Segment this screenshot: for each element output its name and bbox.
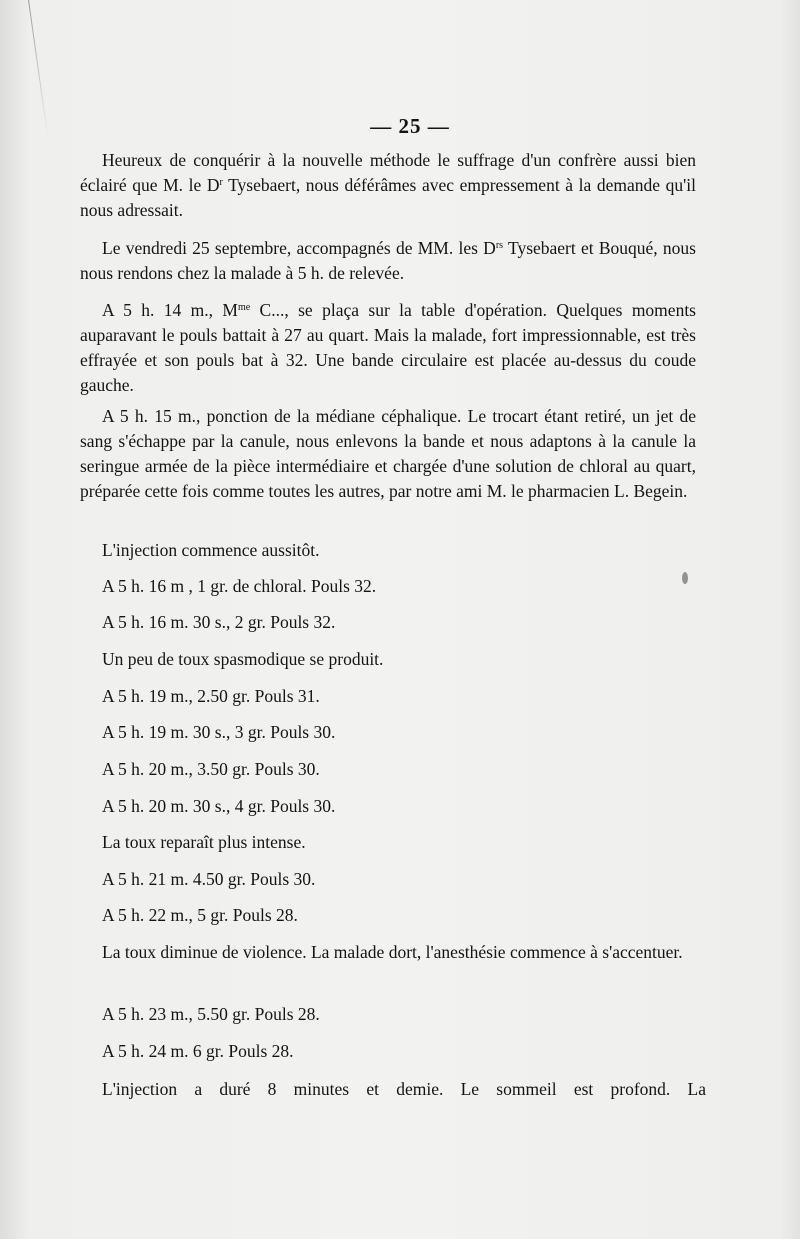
ink-speck [682,572,688,584]
paragraph-text: Tysebaert, nous déférâmes avec empressement à la demande qu'il nous adressait. [80,175,696,220]
log-line: Un peu de toux spasmodique se produit. [102,649,384,669]
superscript: r [219,177,223,188]
log-line: A 5 h. 21 m. 4.50 gr. Pouls 30. [102,869,316,889]
log-line: A 5 h. 24 m. 6 gr. Pouls 28. [102,1041,294,1061]
last-line: L'injection a duré 8 minutes et demie. Le sommeil est profond. La [102,1079,706,1099]
paragraph-arrivee [80,298,696,398]
paragraph-ponction: A 5 h. 15 m., ponction de la médiane céphalique. Le trocart étant retiré, un jet de sang s'échappe par la canule, nous enlevons la bande et nous adaptons à la canule la seringue armée de la pièce intermédiaire et chargée d'une solution de chloral au quart, préparée cette fois comme toutes les autres, par notre ami M. le pharmacien L. Begein. [80,406,696,501]
paragraph-toux: La toux diminue de violence. La malade dort, l'anesthésie commence à s'accentuer. [102,942,683,962]
paragraph-text: A 5 h. 14 m., M [102,300,238,320]
page-number: — 25 — [370,114,450,138]
log-line: A 5 h. 16 m , 1 gr. de chloral. Pouls 32. [102,576,377,596]
superscript: me [237,302,251,313]
paragraph-text: Le vendredi 25 septembre, accompagnés de MM. les D [102,238,496,258]
superscript: rs [495,240,504,251]
paragraph-vendredi [80,236,696,286]
log-line: La toux reparaît plus intense. [102,832,306,852]
log-line: A 5 h. 20 m. 30 s., 4 gr. Pouls 30. [102,796,336,816]
log-line: A 5 h. 16 m. 30 s., 2 gr. Pouls 32. [102,612,336,632]
log-line: A 5 h. 22 m., 5 gr. Pouls 28. [102,905,298,925]
log-line: A 5 h. 23 m., 5.50 gr. Pouls 28. [102,1004,320,1024]
log-line: L'injection commence aussitôt. [102,540,320,560]
paragraph-text: C..., se plaça sur la table d'opération. Quelques moments auparavant le pouls battait à 27 au quart. Mais la malade, fort impressionnable, est très effrayée et son pouls bat à 32. Une bande circulaire est placée au-dessus du coude gauche. [80,300,696,395]
paragraph-heureux [80,148,696,223]
log-line: A 5 h. 20 m., 3.50 gr. Pouls 30. [102,759,320,779]
paragraph-text: Tysebaert et Bouqué, nous nous rendons chez la malade à 5 h. de relevée. [80,238,696,283]
log-line: A 5 h. 19 m., 2.50 gr. Pouls 31. [102,686,320,706]
log-line: A 5 h. 19 m. 30 s., 3 gr. Pouls 30. [102,722,336,742]
paragraph-text: Heureux de conquérir à la nouvelle méthode le suffrage d'un confrère aussi bien éclairé que M. le D [80,150,696,195]
